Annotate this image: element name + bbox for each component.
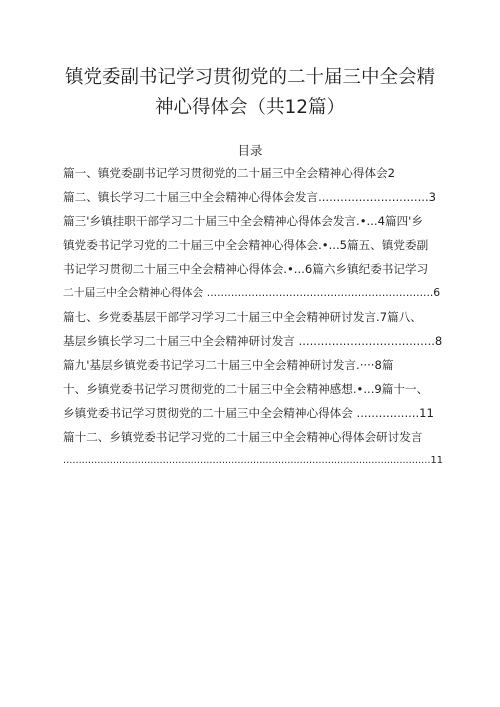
toc-line[interactable]: 十、乡镇党委书记学习贯彻党的二十届三中全会精神感想.•...9篇十一、 <box>63 382 429 396</box>
toc-line[interactable]: 篇十二、乡镇党委书记学习党的二十届三中全会精神心得体会研讨发言 <box>63 430 423 444</box>
toc-line[interactable]: ......................................................................................................................11 <box>63 455 443 466</box>
toc-line[interactable]: 基层乡镇长学习二十届三中全会精神研讨发言 .....................................8 <box>63 334 443 348</box>
toc-line[interactable]: 乡镇党委书记学习贯彻党的二十届三中全会精神心得体会 .................11 <box>63 406 434 420</box>
toc-line[interactable]: 篇七、乡党委基层干部学习学习二十届三中全会精神研讨发言.7篇八、 <box>63 310 422 324</box>
toc-line[interactable]: 篇二、镇长学习二十届三中全会精神心得体会发言..............................3 <box>63 190 436 204</box>
toc-line[interactable]: 篇九'基层乡镇党委书记学习二十届三中全会精神研讨发言.····8篇 <box>63 358 394 372</box>
toc-line[interactable]: 镇党委书记学习党的二十届三中全会精神心得体会.•...5篇五、镇党委副 <box>63 238 429 252</box>
toc-line[interactable]: 二十届三中全会精神心得体会 ..................................................................6 <box>63 286 441 299</box>
document-title-line-2: 神心得体会（共12篇） <box>154 97 346 118</box>
document-title-line-1: 镇党委副书记学习贯彻党的二十届三中全会精 <box>64 67 435 88</box>
toc-line[interactable]: 篇一、镇党委副书记学习贯彻党的二十届三中全会精神心得体会2 <box>63 166 396 180</box>
toc-line[interactable]: 篇三'乡镇挂职干部学习二十届三中全会精神心得体会发言.•...4篇四'乡 <box>63 214 423 228</box>
toc-line[interactable]: 书记学习贯彻二十届三中全会精神心得体会.•...6篇六乡镇纪委书记学习 <box>63 262 429 276</box>
toc-heading: 目录 <box>237 143 263 158</box>
